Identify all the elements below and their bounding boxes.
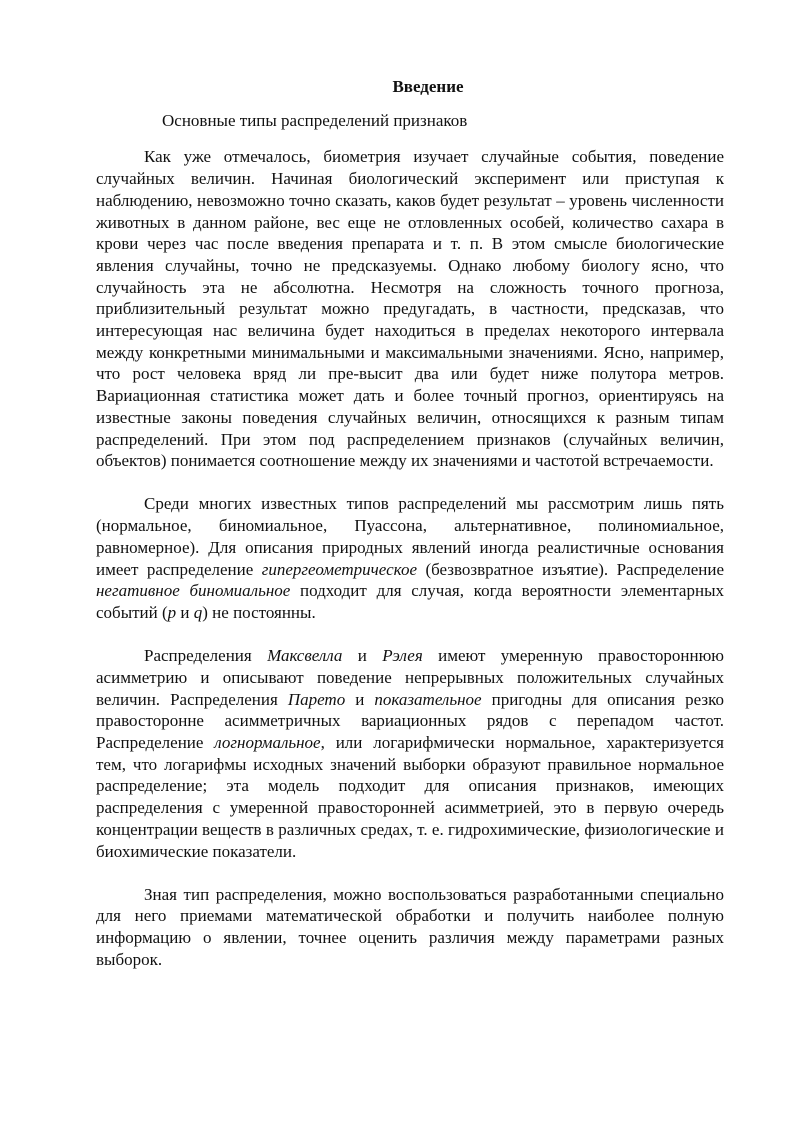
emphasized-term: Рэлея [382,646,423,666]
document-body [96,146,729,970]
paragraph-text: пригодны для описания резко правосторонне асимметричных вариационных рядов с перепадом частот. Распределение [96,689,729,752]
emphasized-term: Парето [287,689,346,709]
paragraph-text: и [176,602,194,622]
paragraph-text: Распределения [144,646,268,666]
emphasized-term: показательное [374,689,482,709]
paragraph-text: и [342,646,383,666]
page-title: Введение [392,77,464,96]
paragraph [96,645,729,862]
emphasized-term: логнормальное [214,732,321,752]
paragraph [96,493,729,623]
paragraph [96,884,729,971]
paragraph-text: и [345,689,375,709]
paragraph-text: подходит для случая, когда вероятности элементарных событий ( [96,581,729,622]
paragraph-text: имеют умеренную правостороннюю асимметрию и описывают поведение непрерывных положительных случайных величин. Распределения [96,646,729,709]
emphasized-term: p [167,602,177,622]
paragraph-text: (безвозвратное изъятие). Распределение [417,559,729,579]
emphasized-term: q [193,602,203,622]
paragraph [96,146,729,472]
section-subtitle: Основные типы распределений признаков [162,110,468,130]
emphasized-term: Максвелла [267,646,343,666]
paragraph-text: Среди многих известных типов распределений мы рассмотрим лишь пять (нормальное, биномиальное, Пуассона, альтернативное, полиномиальное, равномерное). Для описания природных явлений иногда реалистичные основания имеет распределение [96,494,729,579]
paragraph-text: , или логарифмически нормальное, характеризуется тем, что логарифмы исходных значений выборки образуют правильное нормальное распределение; эта модель подходит для описания признаков, имеющих распределения с умеренной правосторонней асимметрией, это в первую очередь концентрации веществ в различных средах, т. е. гидрохимические, физиологические и биохимические показатели. [96,732,729,861]
paragraph-text: ) не постоянны. [202,602,316,622]
paragraph-text: Зная тип распределения, можно воспользоваться разработанными специально для него приемами математической обработки и получить наиболее полную информацию о явлении, точнее оценить различия между параметрами разных выборок. [96,884,729,969]
emphasized-term: гипергеометрическое [261,559,418,579]
paragraph-text: Как уже отмечалось, биометрия изучает случайные события, поведение случайных величин. Начиная биологический эксперимент или приступая к наблюдению, невозможно точно сказать, каков будет результат – уровень численности животных в данном районе, вес еще не отловленных особей, количество сахара в крови через час после введения препарата и т. п. В этом смысле биологические явления случайны, точно не предсказуемы. Однако любому биологу ясно, что случайность эта не абсолютна. Несмотря на сложность точного прогноза, приблизительный результат можно предугадать, в частности, предсказав, что интересующая нас величина будет находиться в пределах некоторого интервала между конкретными минимальными и максимальными значениями. Ясно, например, что рост человека вряд ли пре-высит два или будет ниже полутора метров. Вариационная статистика может дать и более точный прогноз, ориентируясь на известные законы поведения случайных величин, относящихся к разным типам распределений. При этом под распределением признаков (случайных величин, объектов) понимается соотношение между их значениями и частотой встречаемости. [96,147,729,471]
emphasized-term: негативное биномиальное [96,581,291,601]
